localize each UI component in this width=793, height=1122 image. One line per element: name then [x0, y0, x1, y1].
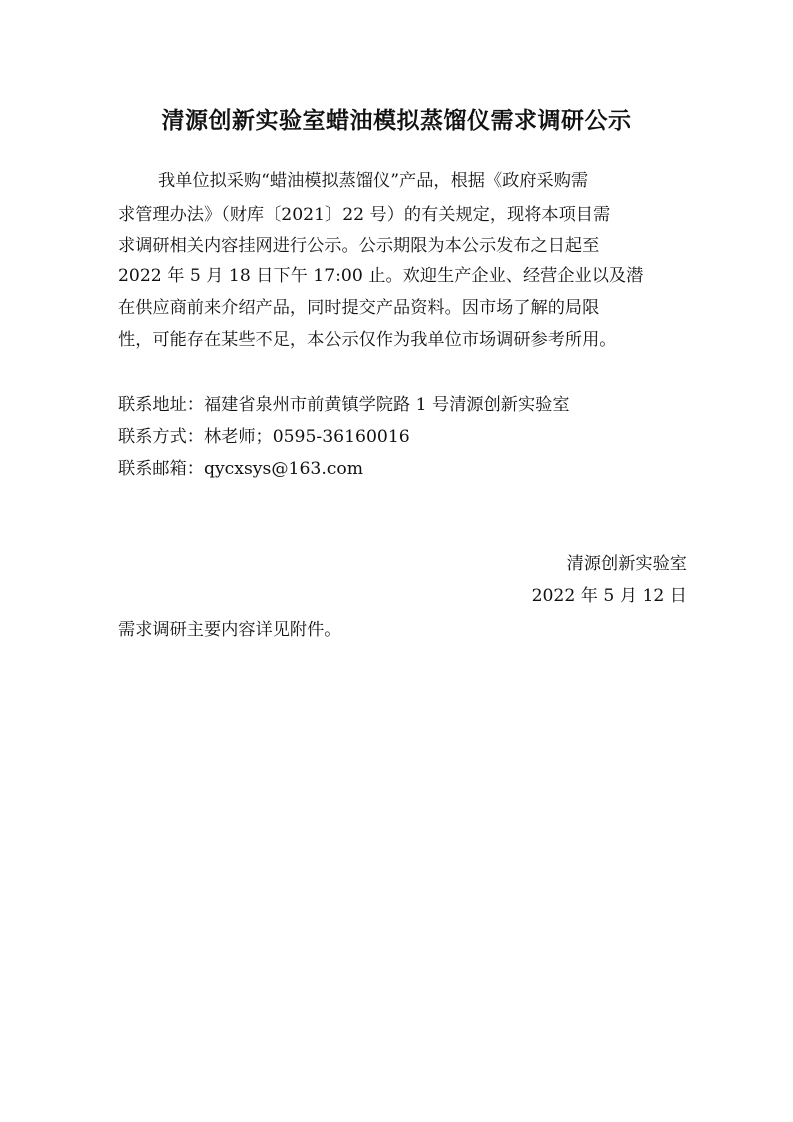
contact-email: 联系邮箱：qycxsys@163.com [118, 459, 364, 479]
body-line: 在供应商前来介绍产品，同时提交产品资料。因市场了解的局限 [118, 298, 600, 318]
signature-org: 清源创新实验室 [566, 554, 687, 574]
body-line: 求调研相关内容挂网进行公示。公示期限为本公示发布之日起至 [118, 236, 600, 256]
body-line: 求管理办法》（财库〔2021〕22 号）的有关规定，现将本项目需 [118, 205, 611, 225]
body-line: 2022 年 5 月 18 日下午 17:00 止。欢迎生产企业、经营企业以及潜 [118, 266, 644, 286]
page-title: 清源创新实验室蜡油模拟蒸馏仪需求调研公示 [161, 108, 632, 134]
contact-phone: 联系方式：林老师；0595-36160016 [118, 427, 410, 447]
attachment-note: 需求调研主要内容详见附件。 [118, 620, 342, 640]
signature-date: 2022 年 5 月 12 日 [531, 586, 687, 606]
contact-address: 联系地址：福建省泉州市前黄镇学院路 1 号清源创新实验室 [118, 395, 570, 415]
body-line: 我单位拟采购“蜡油模拟蒸馏仪”产品，根据《政府采购需 [158, 171, 589, 191]
body-line: 性，可能存在某些不足，本公示仅作为我单位市场调研参考所用。 [118, 330, 617, 350]
